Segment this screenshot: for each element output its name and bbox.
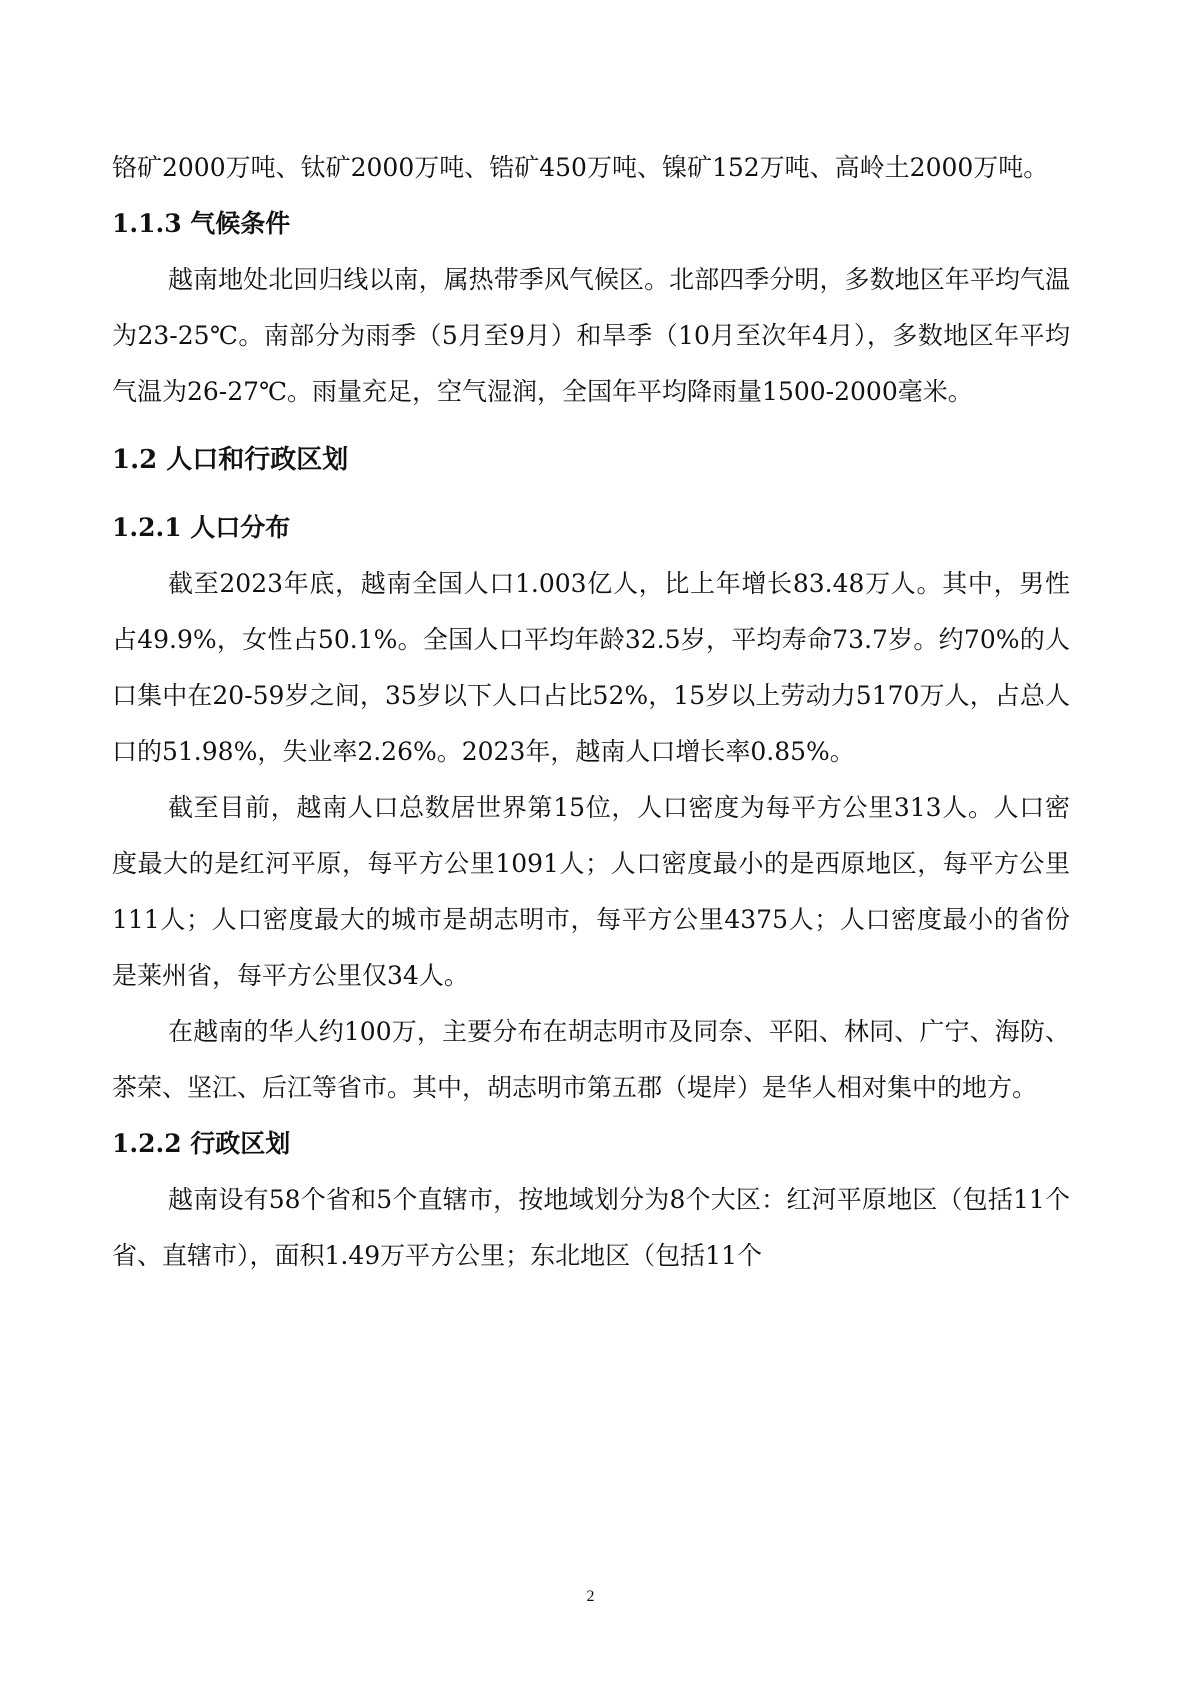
climate-paragraph: 越南地处北回归线以南，属热带季风气候区。北部四季分明，多数地区年平均气温为23-25℃。南部分为雨季（5月至9月）和旱季（10月至次年4月），多数地区年平均气温为26-27℃。雨量充足，空气湿润，全国年平均降雨量1500-2000毫米。 bbox=[112, 265, 1070, 406]
section-heading-climate: 1.1.3 气候条件 bbox=[112, 209, 291, 238]
section-heading-administrative-divisions: 1.2.2 行政区划 bbox=[112, 1129, 291, 1158]
section-heading-population-distribution: 1.2.1 人口分布 bbox=[112, 513, 291, 542]
population-paragraph-3: 在越南的华人约100万，主要分布在胡志明市及同奈、平阳、林同、广宁、海防、 茶荣、坚江、后江等省市。其中，胡志明市第五郡（堤岸）是华人相对集中的地方。 bbox=[112, 1017, 1070, 1102]
population-paragraph-1: 截至2023年底，越南全国人口1.003亿人，比上年增长83.48万人。其中，男性占49.9%，女性占50.1%。全国人口平均年龄32.5岁，平均寿命73.7岁。约70%的人口集中在20-59岁之间，35岁以下人口占比52%，15岁以上劳动力5170万人，占总人口的51.98%，失业率2.26%。2023年，越南人口增长率0.85%。 bbox=[112, 569, 1070, 766]
continuation-paragraph: 铬矿2000万吨、钛矿2000万吨、锆矿450万吨、镍矿152万吨、高岭土2000万吨。 bbox=[112, 153, 1049, 182]
page-number: 2 bbox=[586, 1588, 595, 1605]
population-paragraph-2: 截至目前，越南人口总数居世界第15位，人口密度为每平方公里313人。人口密度最大的是红河平原，每平方公里1091人；人口密度最小的是西原地区，每平方公里111人；人口密度最大的城市是胡志明市，每平方公里4375人；人口密度最小的省份是莱州省，每平方公里仅34人。 bbox=[112, 793, 1070, 990]
administrative-paragraph: 越南设有58个省和5个直辖市，按地域划分为8个大区：红河平原地区（包括11个省、直辖市），面积1.49万平方公里；东北地区（包括11个 bbox=[112, 1185, 1070, 1270]
section-heading-population-admin: 1.2 人口和行政区划 bbox=[112, 445, 349, 475]
page-content bbox=[112, 140, 1070, 1284]
